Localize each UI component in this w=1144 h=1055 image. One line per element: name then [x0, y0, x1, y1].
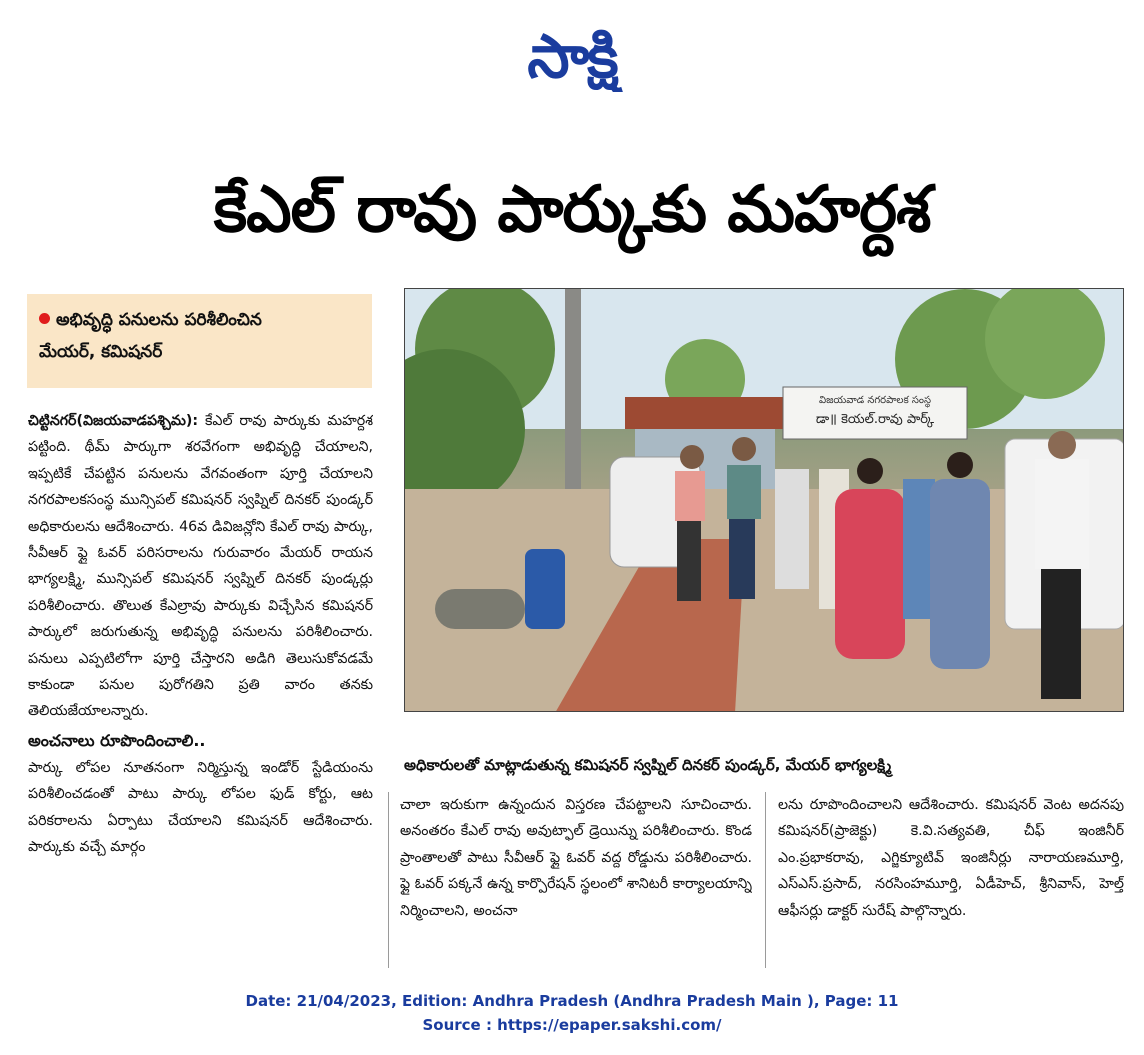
footer-edition-info: Date: 21/04/2023, Edition: Andhra Pradesh (Andhra Pradesh Main ), Page: 11 [245, 992, 899, 1010]
article-column-3 [778, 792, 1124, 970]
article-para1-text: కేఎల్ రావు పార్కుకు మహర్దశ పట్టింది. థీమ్ పార్కుగా శరవేగంగా అభివృద్ధి చేయాలని, ఇప్పటికే చేపట్టిన పనులను వేగవంతంగా పూర్తి చేయాలని నగరపాలకసంస్థ మున్సిపల్ కమిషనర్ స్వప్నిల్ దినకర్ పుండ్కర్ అధికారులను ఆదేశించారు. 46వ డివిజన్లోని కేఎల్ రావు పార్కు, సీవీఆర్ ఫ్లై ఓవర్ పరిసరాలను గురువారం మేయర్ రాయన భాగ్యలక్ష్మి, మున్సిపల్ కమిషనర్ స్వప్నిల్ దినకర్ పుండ్కర్లు పరిశీలించారు. తొలుత కేఎల్రావు పార్కుకు విచ్చేసిన కమిషనర్ పార్కులో జరుగుతున్న అభివృద్ధి పనులను పరిశీలించారు. పనులు ఎప్పటిలోగా పూర్తి చేస్తారని అడిగి తెలుసుకోవడమే కాకుండా పనుల పురోగతిని ప్రతి వారం తనకు తెలియజేయాలన్నారు. [28, 413, 373, 720]
signboard-line-2: డా॥ కెయల్.రావు పార్క్ [815, 412, 935, 427]
article-column-3-text: లను రూపొందించాలని ఆదేశించారు. కమిషనర్ వెంట అదనపు కమిషనర్(ప్రాజెక్టు) కె.వి.సత్యవతి, చీఫ్ ఇంజినీర్ ఎం.ప్రభాకరావు, ఎగ్జిక్యూటివ్ ఇంజినీర్లు నారాయణమూర్తి, ఎస్ఎస్.ప్రసాద్, నరసింహమూర్తి, ఏడీహెచ్, శ్రీనివాస్, హెల్త్ ఆఫీసర్లు డాక్టర్ సురేష్ పాల్గొన్నారు. [778, 797, 1124, 919]
sakshi-masthead-logo: సాక్షి [527, 22, 617, 92]
subheadline-line-1 [39, 304, 360, 336]
photo-caption: అధికారులతో మాట్లాడుతున్న కమిషనర్ స్వప్నిల్ దినకర్ పుండ్కర్, మేయర్ భాగ్యలక్ష్మి [404, 756, 892, 774]
article-paragraph-2: పార్కు లోపల నూతనంగా నిర్మిస్తున్న ఇండోర్ స్టేడియంను పరిశీలించడంతో పాటు పార్కు లోపల ఫుడ్ కోర్టు, ఆట పరికరాలను ఏర్పాటు చేయాలని కమిషనర్ ఆదేశించారు. పార్కుకు వచ్చే మార్గం [28, 759, 373, 856]
news-photo [404, 288, 1124, 712]
column-divider-2 [765, 792, 766, 968]
article-subhead: అంచనాలు రూపొందించాలి.. [28, 730, 206, 750]
article-paragraph-1 [28, 408, 373, 725]
signboard-line-1: విజయవాడ నగరపాలక సంస్థ [818, 395, 932, 406]
subheadline-text-1: అభివృద్ధి పనులను పరిశీలించిన [56, 310, 262, 330]
subheadline-line-2: మేయర్, కమిషనర్ [39, 342, 163, 362]
article-headline: కేఎల్ రావు పార్కుకు మహర్దశ [213, 173, 931, 247]
article-dateline: చిట్టినగర్(విజయవాడపశ్చిమ): [28, 413, 199, 429]
footer-source-link[interactable]: Source : https://epaper.sakshi.com/ [422, 1016, 722, 1034]
column-divider-1 [388, 792, 389, 968]
subheadline-box [27, 294, 372, 388]
red-bullet-icon [39, 313, 50, 324]
article-column-2-text: చాలా ఇరుకుగా ఉన్నందున విస్తరణ చేపట్టాలని సూచించారు. అనంతరం కేఎల్ రావు అవుట్ఫాల్ డ్రెయిన్ను పరిశీలించారు. కొండ ప్రాంతాలతో పాటు సీవీఆర్ ఫ్లై ఓవర్ వద్ద రోడ్డును పరిశీలించారు. ఫ్లై ఓవర్ పక్కనే ఉన్న కార్పొరేషన్ స్థలంలో శానిటరీ కార్యాలయాన్ని నిర్మించాలని, అంచనా [400, 797, 752, 919]
article-column-2 [400, 792, 752, 970]
article-column-1 [28, 408, 373, 968]
park-inspection-illustration [405, 289, 1124, 712]
